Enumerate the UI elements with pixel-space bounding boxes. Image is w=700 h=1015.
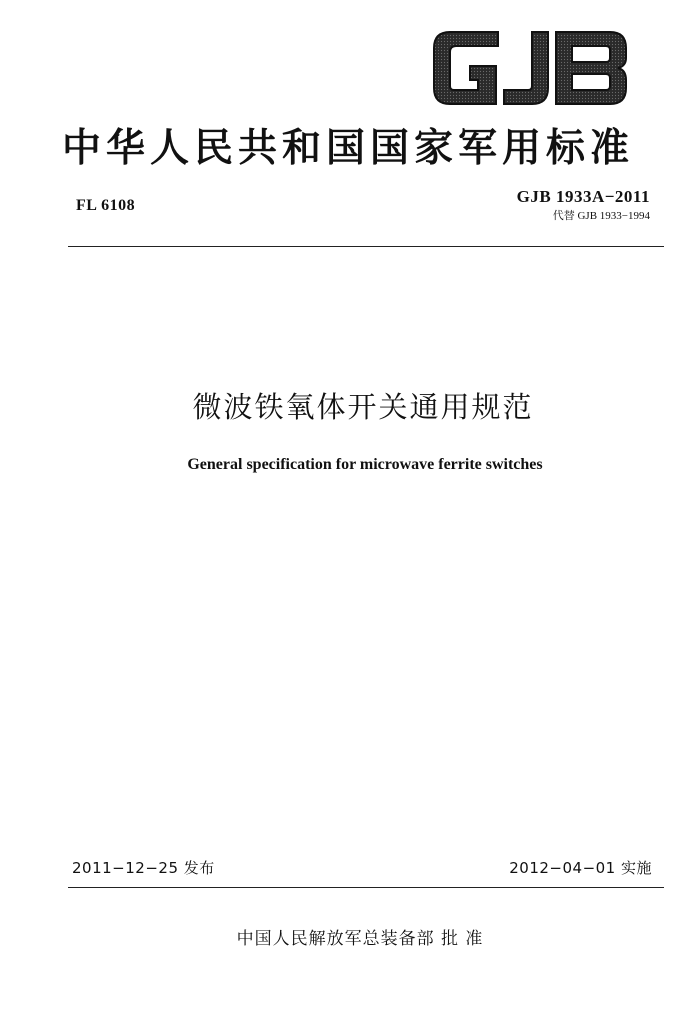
footer-divider — [68, 887, 664, 888]
document-title-en: General specification for microwave ferrite switches — [187, 456, 543, 473]
approving-authority: 中国人民解放军总装备部 批 准 — [236, 929, 484, 949]
implementation-date: 2012−04−01 实施 — [509, 859, 652, 877]
issue-date: 2011−12−25 发布 — [72, 859, 215, 877]
logo-letter-b — [556, 32, 626, 104]
logo-letter-g — [434, 32, 498, 104]
replaces-note: 代替 GJB 1933−1994 — [552, 210, 650, 222]
header-divider — [68, 246, 664, 247]
classification-code: FL 6108 — [76, 197, 136, 214]
logo-text: GJB — [532, 112, 534, 113]
logo-letter-j — [504, 32, 548, 104]
gjb-logo — [428, 22, 636, 114]
standard-title: 中华人民共和国国家军用标准 — [62, 125, 635, 171]
standard-number: GJB 1933A−2011 — [516, 187, 650, 206]
document-title-cn: 微波铁氧体开关通用规范 — [192, 390, 534, 424]
